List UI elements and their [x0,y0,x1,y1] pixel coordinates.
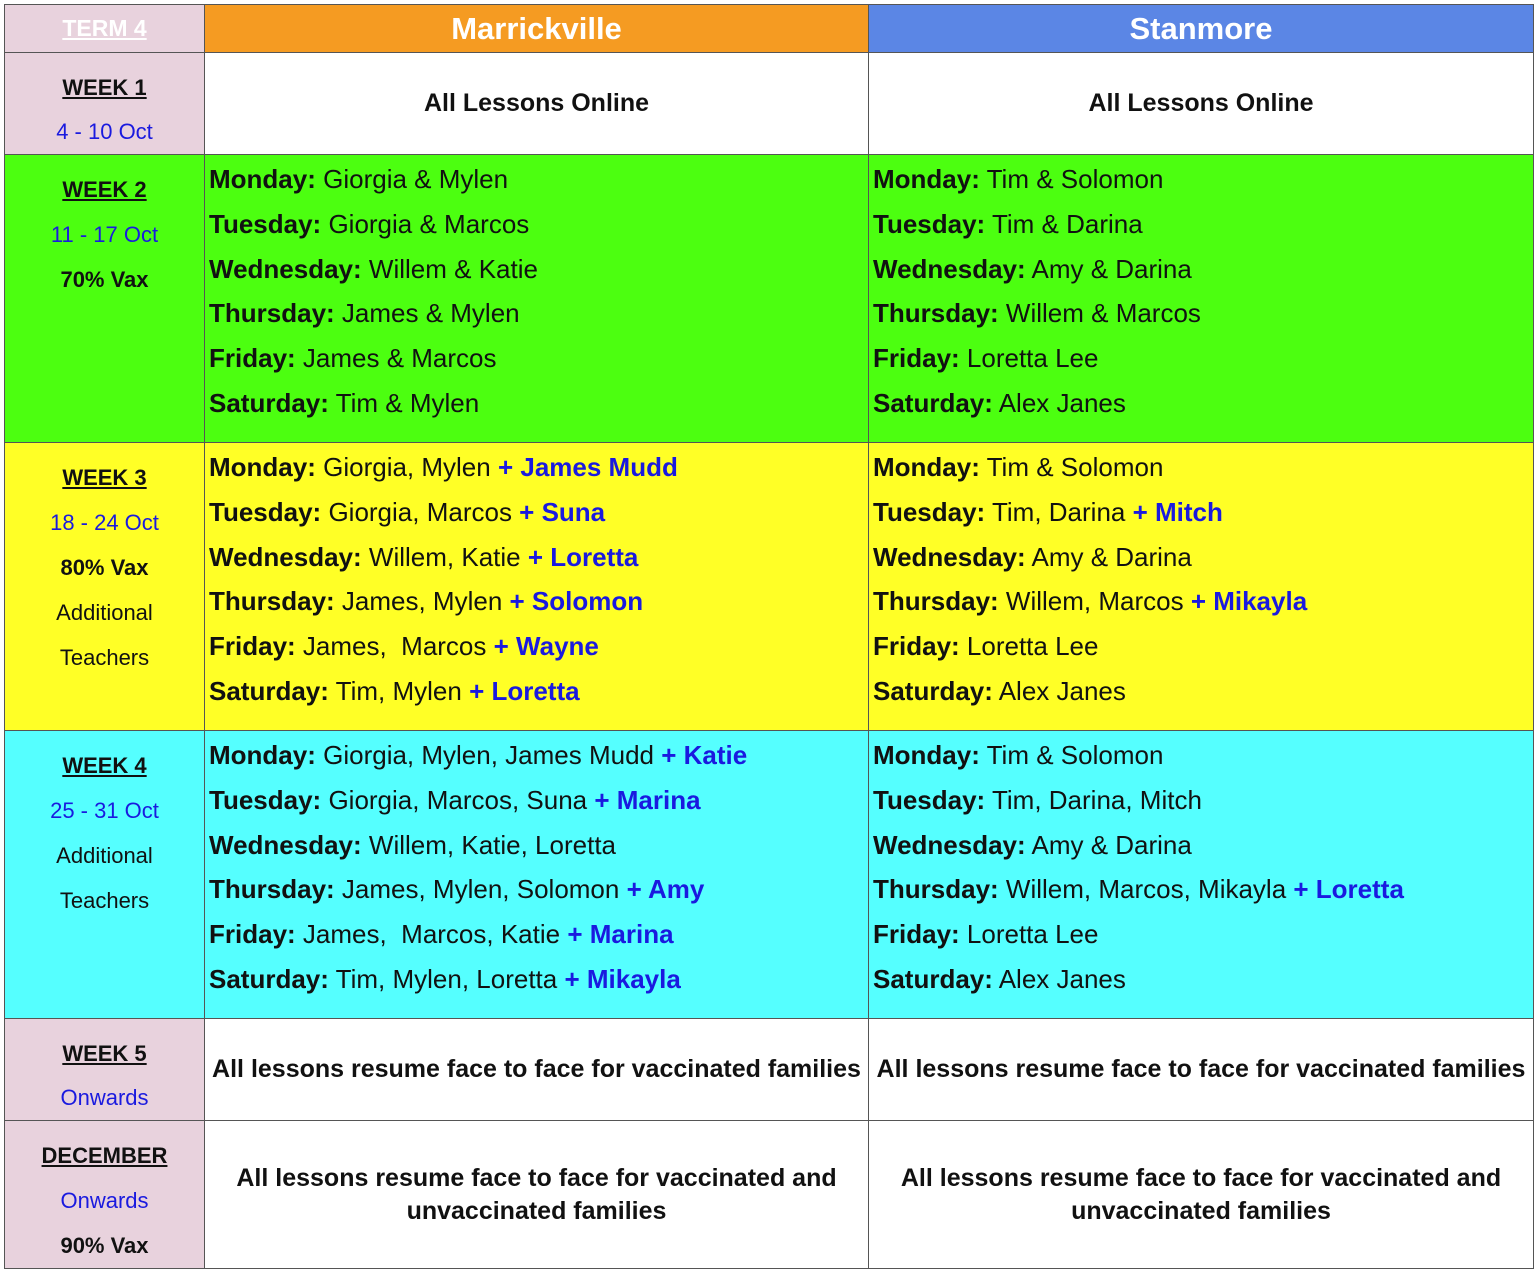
day-line [209,490,864,535]
day-line [209,247,864,292]
note-teachers: Teachers [59,645,150,670]
month-dates: Onwards [60,1188,149,1213]
week-dates: 11 - 17 Oct [50,222,159,247]
teacher-names: James, Mylen, Solomon [334,874,627,905]
week-label: WEEK 1 [62,75,147,100]
day-name: Tuesday: [209,784,322,815]
day-line [209,823,864,868]
note-additional: Additional [56,600,153,625]
week2-marrickville [205,155,869,443]
teacher-names: Loretta Lee [959,631,1099,662]
teacher-names: Tim, Darina, Mitch [985,784,1202,815]
teacher-names: Willem, Marcos [998,586,1191,617]
week4-marrickville [205,731,869,1019]
week3-stanmore [869,443,1534,731]
day-name: Wednesday: [873,541,1026,572]
day-line [209,535,864,580]
week5-stanmore: All lessons resume face to face for vaccinated families [869,1019,1534,1121]
stanmore-header: Stanmore [869,5,1534,53]
week-dates: 25 - 31 Oct [50,798,159,823]
day-line [209,624,864,669]
day-name: Friday: [873,631,960,662]
day-line [209,957,864,1002]
day-name: Monday: [209,740,316,770]
week2-row [5,155,1534,443]
day-line [209,157,864,202]
december-row [5,1121,1534,1269]
day-line [873,957,1529,1002]
day-line [873,867,1529,912]
week4-stanmore [869,731,1534,1019]
additional-teacher: + Marina [594,784,701,815]
week5-label-cell [5,1019,205,1121]
day-name: Thursday: [873,586,999,617]
teacher-names: Tim & Solomon [979,164,1164,194]
additional-teacher: + Solomon [509,586,644,617]
day-name: Tuesday: [873,784,986,815]
teacher-names: Giorgia & Mylen [315,164,509,194]
teacher-names: James & Marcos [295,343,497,374]
additional-teacher: + Marina [567,919,674,950]
week1-marrickville: All Lessons Online [205,53,869,155]
day-line [873,445,1529,490]
week3-marrickville [205,443,869,731]
week5-row [5,1019,1534,1121]
teacher-names: Giorgia, Mylen [315,452,498,482]
day-name: Thursday: [209,874,335,905]
week-dates: 18 - 24 Oct [50,510,159,535]
day-name: Friday: [873,919,960,950]
day-line [209,867,864,912]
teacher-names: Tim & Darina [985,208,1143,239]
day-line [209,202,864,247]
week-label: WEEK 2 [62,177,147,202]
teacher-names: Tim & Mylen [328,387,480,418]
day-line [873,336,1529,381]
day-line [873,778,1529,823]
teacher-names: Giorgia & Marcos [321,208,530,239]
day-line [873,535,1529,580]
day-name: Tuesday: [209,496,322,527]
day-name: Friday: [209,919,296,950]
teacher-names: Giorgia, Mylen, James Mudd [315,740,662,770]
day-line [873,202,1529,247]
december-marrickville: All lessons resume face to face for vaccinated and unvaccinated families [205,1121,869,1269]
week1-label-cell [5,53,205,155]
day-line [209,336,864,381]
teacher-names: James, Marcos [295,631,494,662]
day-name: Thursday: [209,298,335,329]
vax-rate: 70% Vax [60,267,149,292]
term-header [5,5,205,53]
day-name: Saturday: [209,963,329,994]
day-name: Thursday: [209,586,335,617]
teacher-names: Amy & Darina [1025,829,1192,860]
additional-teacher: + Katie [661,740,748,770]
day-name: Thursday: [873,298,999,329]
day-line [873,247,1529,292]
day-line [873,624,1529,669]
day-name: Tuesday: [873,208,986,239]
week1-row [5,53,1534,155]
week5-marrickville: All lessons resume face to face for vaccinated families [205,1019,869,1121]
week4-row [5,731,1534,1019]
day-line [873,381,1529,426]
day-line [873,291,1529,336]
additional-teacher: + Loretta [469,675,580,706]
teacher-names: Tim, Mylen [328,675,470,706]
teacher-names: Willem & Marcos [998,298,1201,329]
day-name: Saturday: [873,387,993,418]
day-line [209,381,864,426]
teacher-names: Loretta Lee [959,919,1099,950]
day-name: Saturday: [209,387,329,418]
note-additional: Additional [56,843,153,868]
december-stanmore: All lessons resume face to face for vaccinated and unvaccinated families [869,1121,1534,1269]
teacher-names: Amy & Darina [1025,541,1192,572]
teacher-names: Amy & Darina [1025,253,1192,284]
day-name: Monday: [873,740,980,770]
day-name: Wednesday: [209,541,362,572]
additional-teacher: + Loretta [1293,874,1404,905]
day-line [209,291,864,336]
day-name: Friday: [209,631,296,662]
day-line [873,157,1529,202]
day-line [209,445,864,490]
week2-label-cell [5,155,205,443]
day-line [209,912,864,957]
teacher-names: Willem, Katie [361,541,528,572]
day-line [209,579,864,624]
week-label: WEEK 4 [62,753,147,778]
month-label: DECEMBER [41,1143,168,1168]
teacher-names: Alex Janes [992,387,1126,418]
day-name: Wednesday: [209,829,362,860]
day-name: Monday: [209,164,316,194]
day-name: Monday: [873,164,980,194]
teacher-names: Willem & Katie [361,253,538,284]
week1-stanmore: All Lessons Online [869,53,1534,155]
day-name: Saturday: [873,675,993,706]
teacher-names: James, Marcos, Katie [295,919,568,950]
teacher-names: Giorgia, Marcos, Suna [321,784,595,815]
term-label: TERM 4 [62,15,147,41]
week4-label-cell [5,731,205,1019]
week-label: WEEK 5 [62,1041,147,1066]
day-name: Tuesday: [209,208,322,239]
day-line [873,912,1529,957]
day-line [873,490,1529,535]
day-name: Friday: [873,343,960,374]
additional-teacher: + James Mudd [497,452,678,482]
day-line [873,823,1529,868]
week3-label-cell [5,443,205,731]
additional-teacher: + Wayne [493,631,599,662]
day-name: Saturday: [209,675,329,706]
teacher-names: Alex Janes [992,675,1126,706]
week-label: WEEK 3 [62,465,147,490]
marrickville-header: Marrickville [205,5,869,53]
teacher-names: Giorgia, Marcos [321,496,520,527]
vax-rate: 90% Vax [60,1233,149,1258]
teacher-names: Willem, Katie, Loretta [361,829,616,860]
teacher-names: Tim, Mylen, Loretta [328,963,565,994]
day-name: Wednesday: [873,829,1026,860]
day-name: Thursday: [873,874,999,905]
note-teachers: Teachers [59,888,150,913]
teacher-names: James & Mylen [334,298,520,329]
day-name: Wednesday: [873,253,1026,284]
additional-teacher: + Mikayla [1190,586,1308,617]
week3-row [5,443,1534,731]
day-name: Tuesday: [873,496,986,527]
day-line [209,669,864,714]
teacher-names: Tim, Darina [985,496,1133,527]
additional-teacher: + Mitch [1132,496,1223,527]
teacher-names: Tim & Solomon [979,452,1164,482]
day-name: Wednesday: [209,253,362,284]
teacher-names: Loretta Lee [959,343,1099,374]
header-row [5,5,1534,53]
december-label-cell [5,1121,205,1269]
week-dates: 4 - 10 Oct [56,119,153,144]
vax-rate: 80% Vax [60,555,149,580]
teacher-names: Tim & Solomon [979,740,1164,770]
day-line [209,733,864,778]
teacher-names: James, Mylen [334,586,510,617]
additional-teacher: + Mikayla [564,963,681,994]
day-line [873,669,1529,714]
day-name: Monday: [209,452,316,482]
day-line [873,579,1529,624]
day-name: Monday: [873,452,980,482]
additional-teacher: + Suna [519,496,606,527]
day-name: Friday: [209,343,296,374]
day-line [873,733,1529,778]
teacher-names: Alex Janes [992,963,1126,994]
day-name: Saturday: [873,963,993,994]
day-line [209,778,864,823]
additional-teacher: + Amy [626,874,705,905]
week2-stanmore [869,155,1534,443]
schedule-table [4,4,1534,1269]
additional-teacher: + Loretta [527,541,639,572]
week-dates: Onwards [60,1085,149,1110]
teacher-names: Willem, Marcos, Mikayla [998,874,1294,905]
